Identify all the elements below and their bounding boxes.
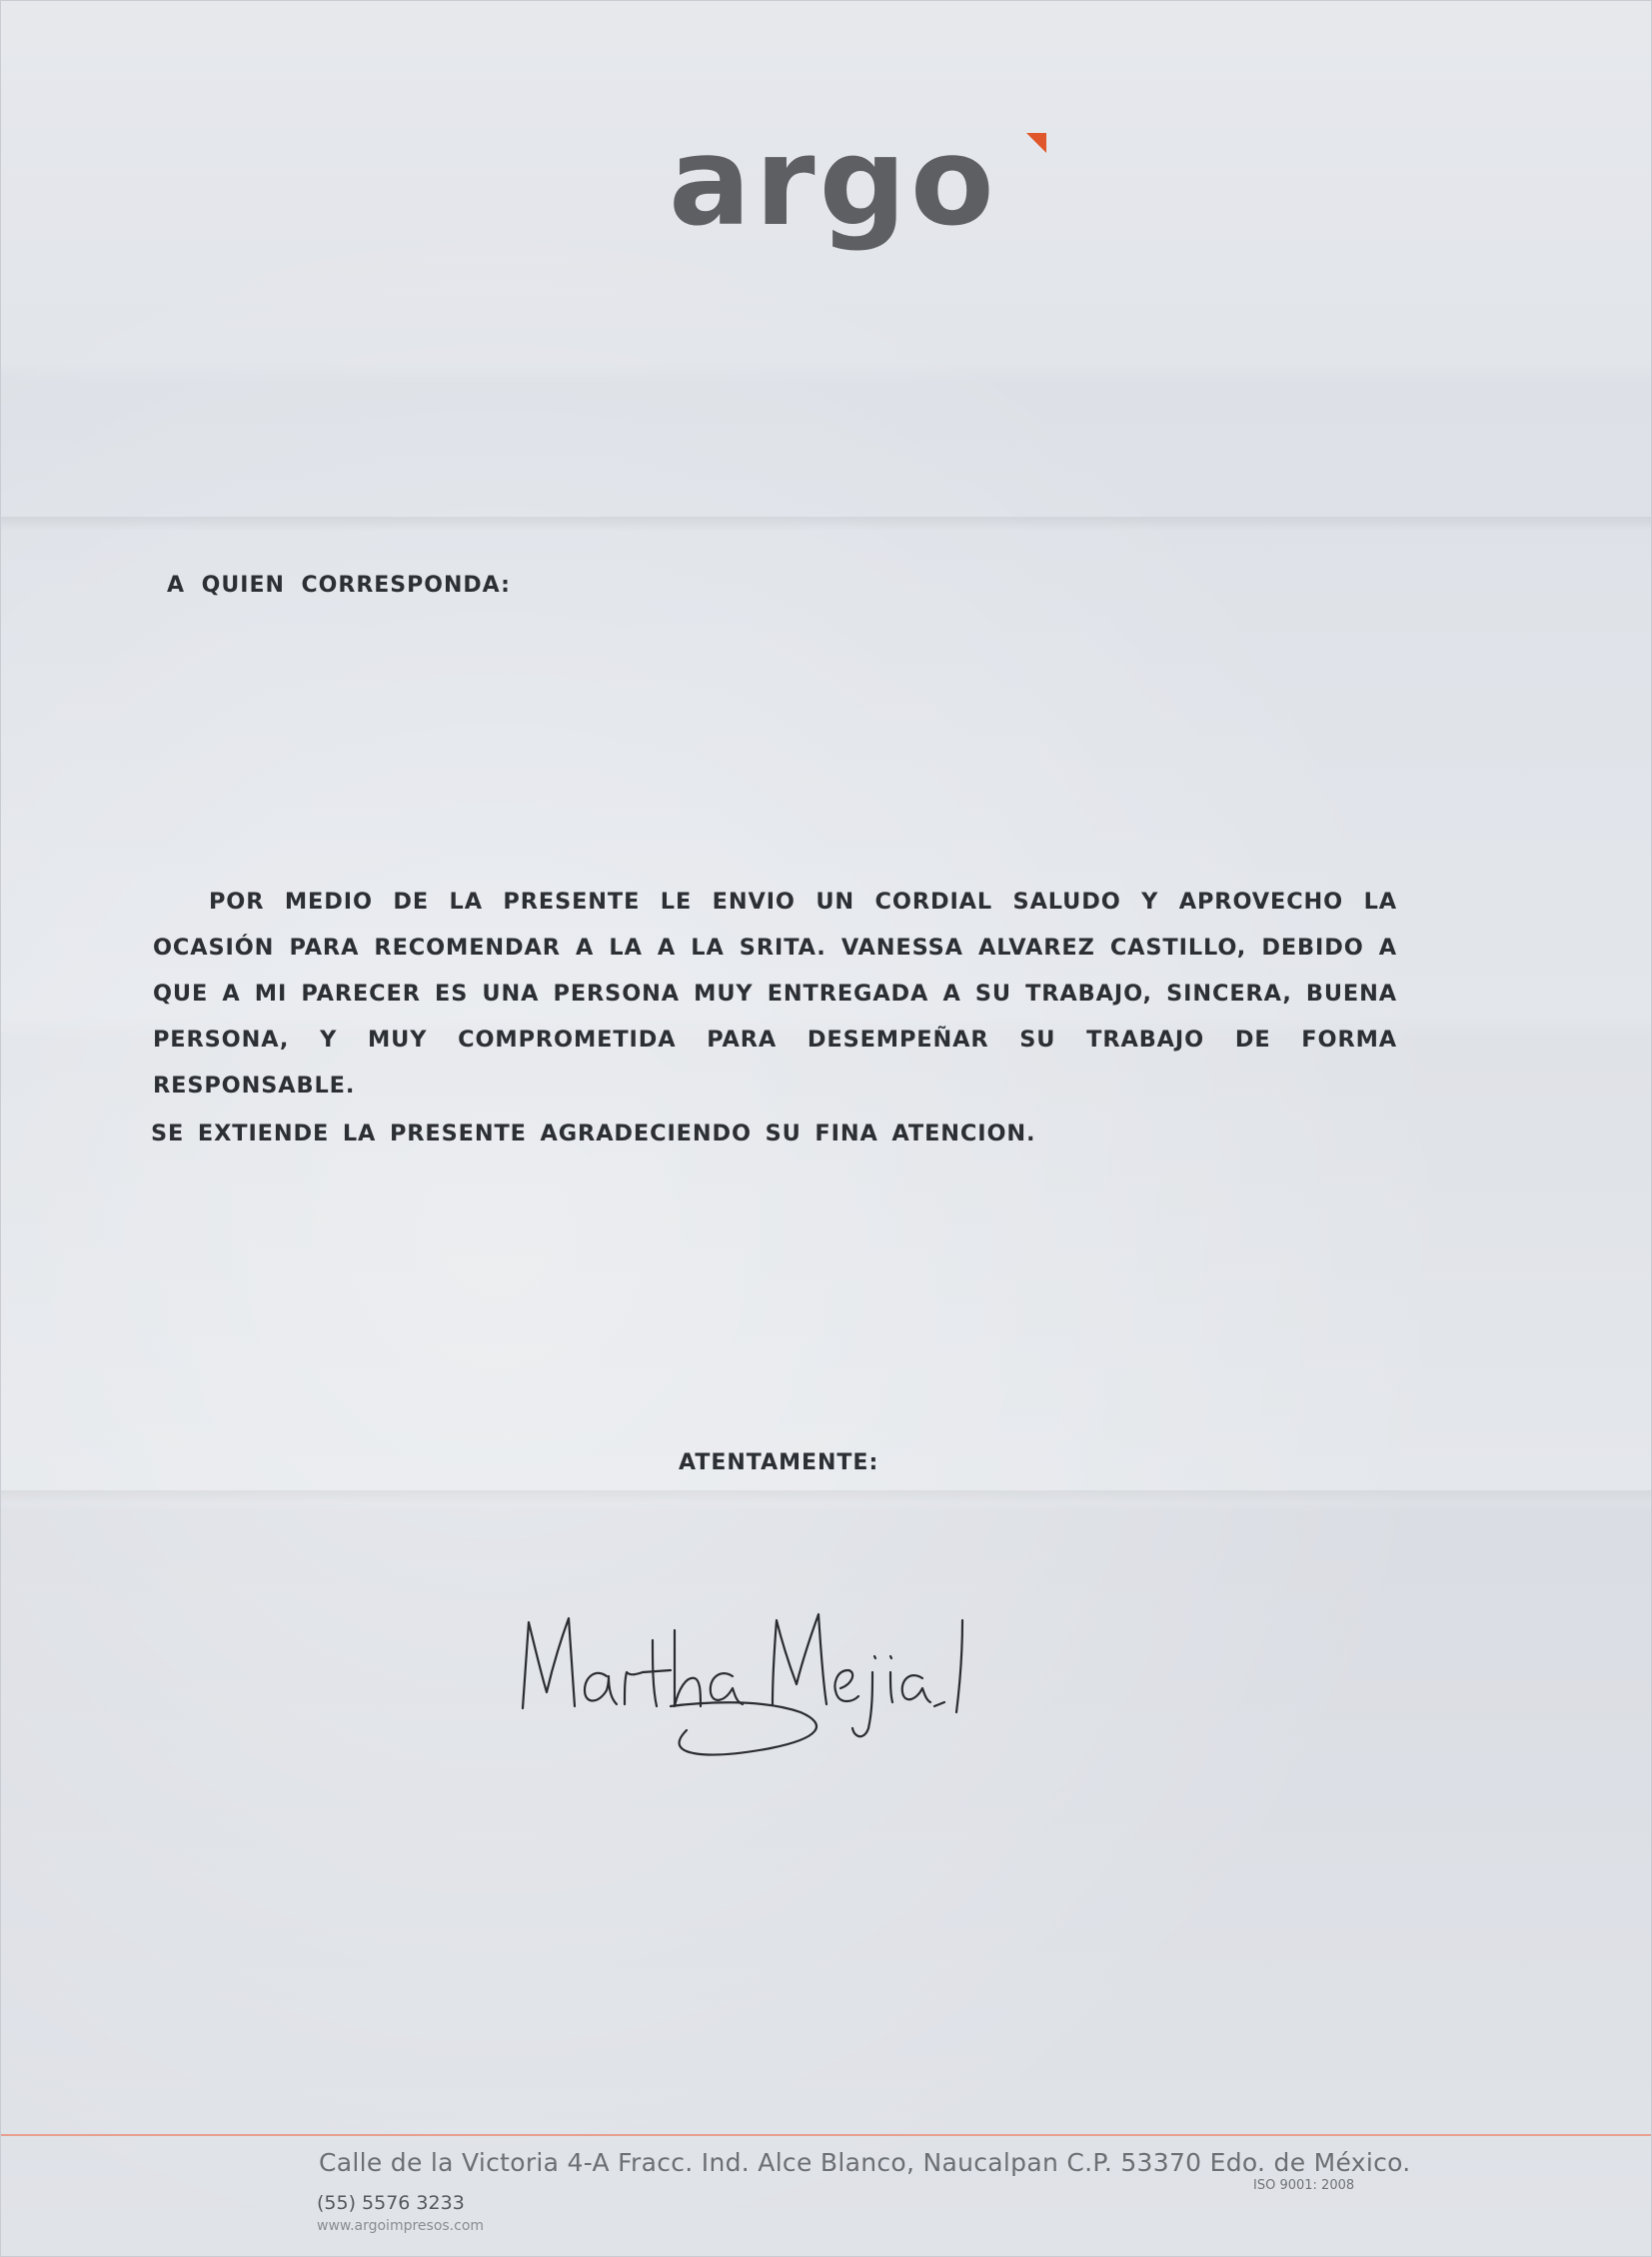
signoff: ATENTAMENTE: (679, 1450, 879, 1475)
logo-wordmark: argo (669, 111, 998, 253)
salutation: A QUIEN CORRESPONDA: (167, 573, 511, 598)
handwritten-signature (511, 1580, 990, 1760)
footer-address: Calle de la Victoria 4-A Fracc. Ind. Alce Blanco, Naucalpan C.P. 53370 Edo. de México. (319, 2148, 1411, 2177)
logo-accent-icon (1026, 133, 1046, 153)
company-logo (669, 111, 1048, 271)
paper-fold (1, 517, 1652, 531)
footer-divider (1, 2134, 1652, 2136)
footer-certification: ISO 9001: 2008 (1253, 2178, 1355, 2193)
paper-fold (1, 1490, 1652, 1504)
closing-line: SE EXTIENDE LA PRESENTE AGRADECIENDO SU FINA ATENCION. (151, 1121, 1036, 1146)
footer-website: www.argoimpresos.com (317, 2218, 485, 2234)
letter-body: POR MEDIO DE LA PRESENTE LE ENVIO UN CORDIAL SALUDO Y APROVECHO LA OCASIÓN PARA RECOMENDAR A LA A LA SRITA. VANESSA ALVAREZ CASTILLO, DEBIDO A QUE A MI PARECER ES UNA PERSONA MUY ENTREGADA A SU TRABAJO, SINCERA, BUENA PERSONA, Y MUY COMPROMETIDA PARA DESEMPEÑAR SU TRABAJO DE FORMA RESPONSABLE. (153, 889, 1397, 1099)
footer-phone: (55) 5576 3233 (317, 2192, 465, 2214)
